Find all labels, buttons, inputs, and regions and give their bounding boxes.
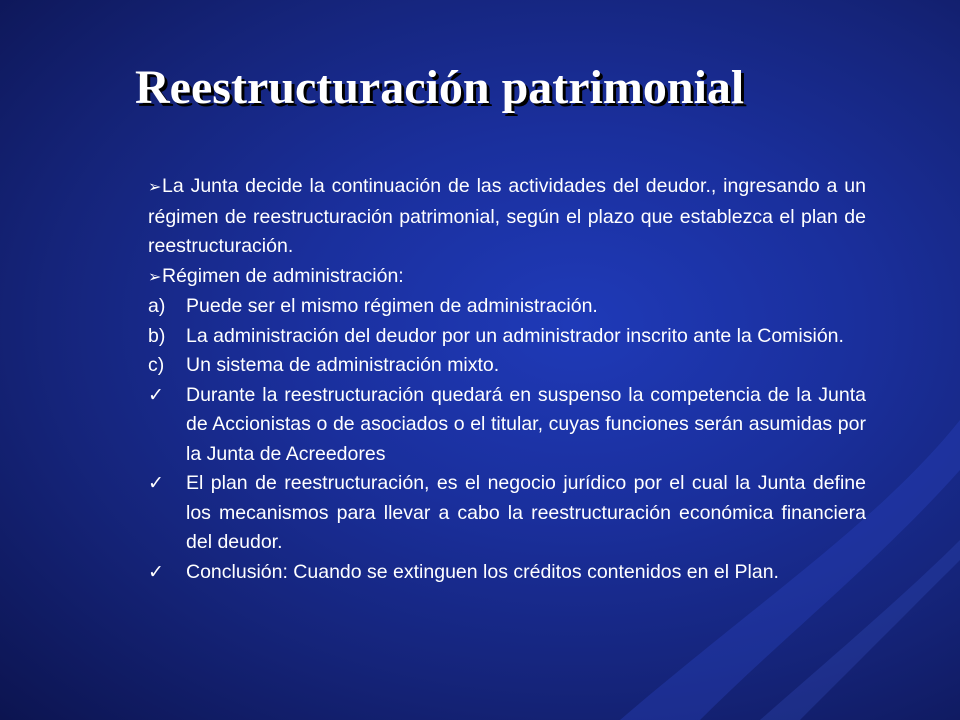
intro-bullet-2-text: Régimen de administración: (162, 264, 404, 287)
checkmark-icon: ✓ (148, 561, 164, 583)
lettered-item-c-text: Un sistema de administración mixto. (186, 354, 500, 376)
check-item-2-text: El plan de reestructuración, es el negocio jurídico por el cual la Junta define los mecanismos para llevar a cabo la reestructuración económica financiera del deudor. (186, 472, 866, 553)
check-item-3 (148, 558, 866, 588)
check-item-2 (148, 469, 866, 558)
slide-title: Reestructuración patrimonial (135, 61, 745, 114)
checkmark-icon: ✓ (148, 384, 164, 406)
lettered-item-a-marker: a) (148, 295, 166, 317)
lettered-item-b-text: La administración del deudor por un administrador inscrito ante la Comisión. (186, 324, 844, 347)
check-item-1-text: Durante la reestructuración quedará en suspenso la competencia de la Junta de Accionistas o de asociados o el titular, cuyas funciones serán asumidas por la Junta de Acreedores (186, 383, 866, 465)
lettered-item-c (148, 351, 866, 381)
lettered-item-a-text: Puede ser el mismo régimen de administración. (186, 295, 598, 317)
check-item-1 (148, 381, 866, 470)
intro-bullet-1-text: La Junta decide la continuación de las actividades del deudor., ingresando a un régimen de reestructuración patrimonial, según el plazo que establezca el plan de reestructuración. (148, 175, 866, 257)
lettered-item-b (148, 322, 866, 352)
arrow-bullet-icon: ➢ (148, 179, 162, 196)
arrow-bullet-icon: ➢ (148, 268, 162, 286)
lettered-item-b-marker: b) (148, 324, 166, 347)
intro-bullet-2 (148, 262, 866, 293)
checkmark-icon: ✓ (148, 473, 164, 494)
slide-body (148, 172, 866, 587)
intro-bullet-1 (148, 172, 866, 262)
check-item-3-text: Conclusión: Cuando se extinguen los créditos contenidos en el Plan. (186, 560, 779, 583)
lettered-item-c-marker: c) (148, 354, 165, 376)
lettered-item-a (148, 292, 866, 322)
